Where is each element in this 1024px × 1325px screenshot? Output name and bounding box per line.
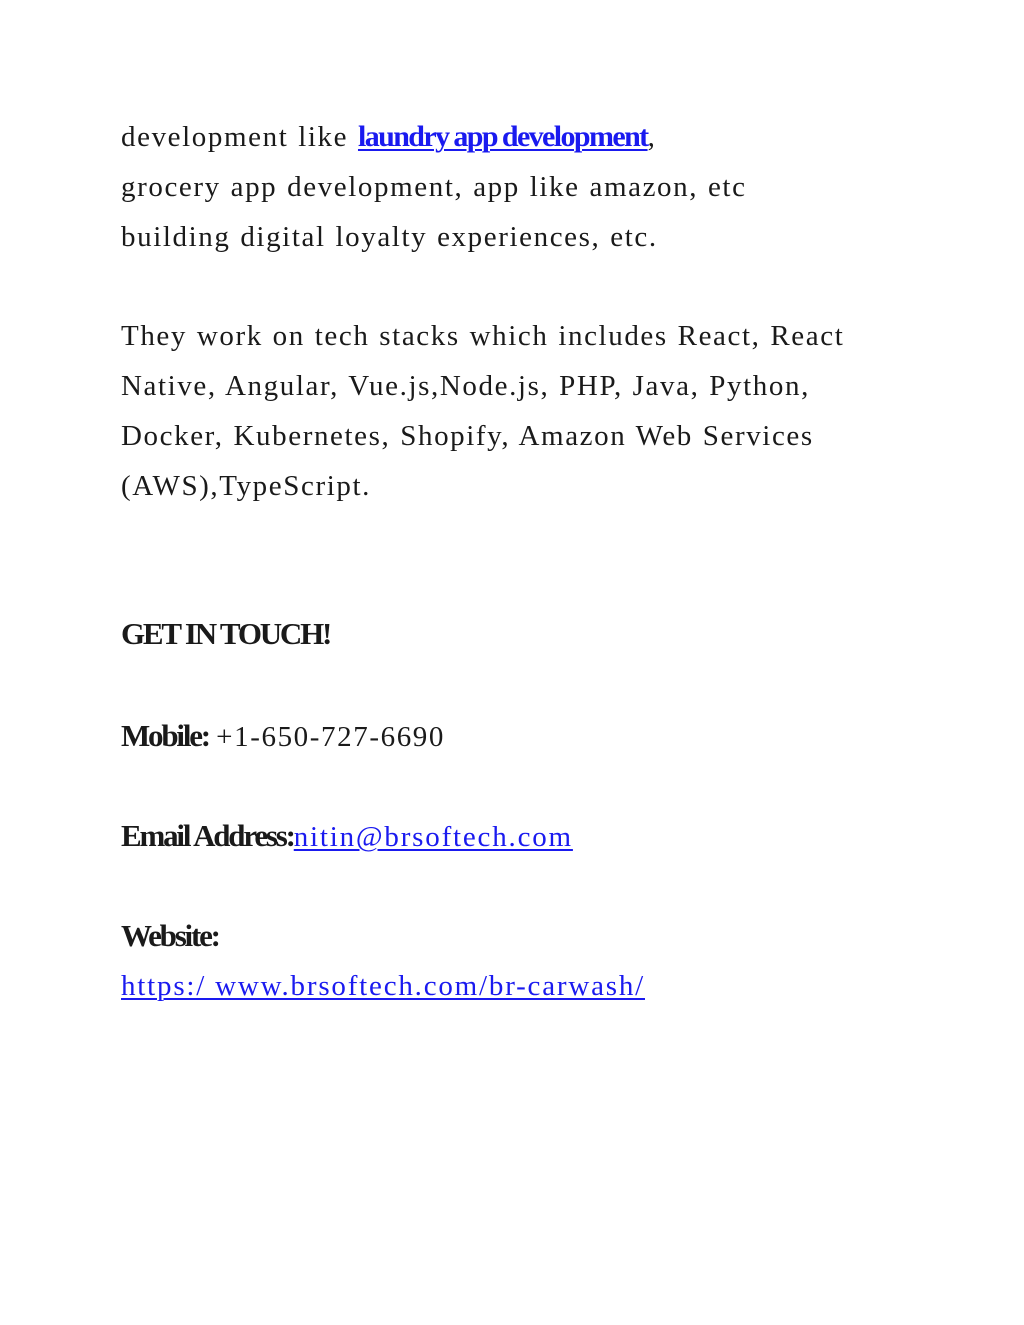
- email-link[interactable]: nitin@brsoftech.com: [293, 821, 573, 853]
- website-label: Website:: [121, 918, 219, 953]
- mobile-label: Mobile:: [121, 718, 209, 753]
- mobile-value: +1-650-727-6690: [216, 721, 445, 753]
- paragraph-comma: ,: [647, 121, 657, 153]
- paragraph-line-3: building digital loyalty experiences, etc.: [121, 220, 658, 253]
- paragraph-tech-stacks: They work on tech stacks which includes React, React Native, Angular, Vue.js,Node.js, PHP, Java, Python, Docker, Kubernetes, Shopify, Amazon Web Services (AWS),TypeScript.: [121, 320, 845, 502]
- paragraph-line-2: grocery app development, app like amazon, etc: [121, 170, 747, 203]
- website-url-row: [121, 966, 645, 1006]
- document-body: [121, 112, 901, 512]
- paragraph-development: [121, 112, 901, 262]
- mobile-row: [121, 716, 445, 757]
- get-in-touch-heading: GET IN TOUCH!: [121, 616, 331, 651]
- email-row: [121, 816, 573, 857]
- website-link[interactable]: https:/ www.brsoftech.com/br-carwash/: [121, 970, 645, 1002]
- laundry-app-development-link[interactable]: laundry app development: [357, 120, 648, 153]
- paragraph-text-start: development like: [121, 121, 358, 153]
- email-label: Email Address:: [121, 818, 294, 853]
- website-label-row: [121, 916, 219, 957]
